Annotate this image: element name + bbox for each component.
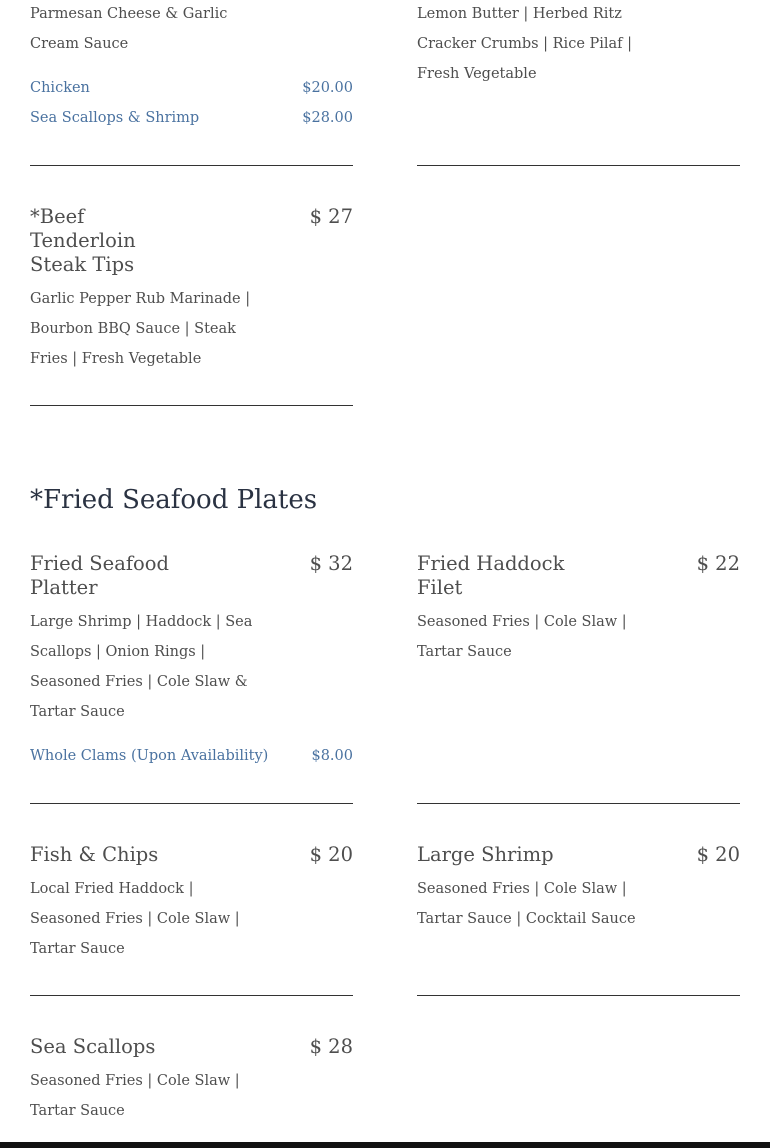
divider bbox=[30, 995, 353, 996]
description-line: Fresh Vegetable bbox=[417, 66, 537, 82]
section-title: *Fried Seafood Plates bbox=[30, 485, 318, 515]
item-description bbox=[30, 284, 360, 374]
item-description bbox=[417, 874, 747, 934]
item-price: $ 20 bbox=[309, 843, 353, 866]
item-description bbox=[30, 1066, 360, 1126]
description-line: Cracker Crumbs | Rice Pilaf | bbox=[417, 36, 633, 52]
item-price: $ 32 bbox=[309, 552, 353, 575]
addon-whole-clams-link[interactable]: Whole Clams (Upon Availability) bbox=[30, 748, 269, 764]
item-name-sea-scallops: Sea Scallops bbox=[30, 1035, 156, 1058]
description-line: Fries | Fresh Vegetable bbox=[30, 351, 202, 367]
description-line: Seasoned Fries | Cole Slaw | bbox=[30, 1073, 240, 1089]
description-line: Seasoned Fries | Cole Slaw | bbox=[417, 614, 627, 630]
description-line: Seasoned Fries | Cole Slaw | bbox=[30, 911, 240, 927]
divider bbox=[30, 803, 353, 804]
item-name-haddock-filet bbox=[417, 552, 564, 600]
item-price: $ 20 bbox=[696, 843, 740, 866]
bottom-bar bbox=[0, 1142, 770, 1148]
divider bbox=[417, 165, 740, 166]
description-line: Large Shrimp | Haddock | Sea bbox=[30, 614, 253, 630]
item-price: $ 28 bbox=[309, 1035, 353, 1058]
description-line: Tartar Sauce bbox=[417, 644, 512, 660]
addon-chicken-price: $20.00 bbox=[302, 80, 353, 96]
addon-scallops-shrimp-link[interactable]: Sea Scallops & Shrimp bbox=[30, 110, 200, 126]
divider bbox=[417, 995, 740, 996]
name-line: Platter bbox=[30, 576, 98, 599]
name-line: Fried Haddock bbox=[417, 552, 565, 575]
item-description bbox=[417, 0, 747, 89]
item-name-fish-chips: Fish & Chips bbox=[30, 843, 159, 866]
name-line: Fried Seafood bbox=[30, 552, 170, 575]
description-line: Tartar Sauce bbox=[30, 704, 125, 720]
description-line: Tartar Sauce | Cocktail Sauce bbox=[417, 911, 636, 927]
name-line: Steak Tips bbox=[30, 253, 135, 276]
description-line: Local Fried Haddock | bbox=[30, 881, 194, 897]
item-price: $ 27 bbox=[309, 205, 353, 228]
item-description bbox=[30, 0, 360, 59]
description-line: Tartar Sauce bbox=[30, 1103, 125, 1119]
item-name-beef-tips bbox=[30, 205, 136, 277]
addon-chicken-link[interactable]: Chicken bbox=[30, 80, 90, 96]
description-line: Scallops | Onion Rings | bbox=[30, 644, 206, 660]
item-name-large-shrimp: Large Shrimp bbox=[417, 843, 554, 866]
item-description bbox=[417, 607, 747, 667]
description-line: Tartar Sauce bbox=[30, 941, 125, 957]
item-price: $ 22 bbox=[696, 552, 740, 575]
description-line: Seasoned Fries | Cole Slaw | bbox=[417, 881, 627, 897]
description-line: Seasoned Fries | Cole Slaw & bbox=[30, 674, 248, 690]
addon-whole-clams-price: $8.00 bbox=[311, 748, 353, 764]
name-line: *Beef bbox=[30, 205, 85, 228]
description-line: Bourbon BBQ Sauce | Steak bbox=[30, 321, 236, 337]
item-description bbox=[30, 874, 360, 964]
addon-scallops-shrimp-price: $28.00 bbox=[302, 110, 353, 126]
name-line: Filet bbox=[417, 576, 463, 599]
description-line: Garlic Pepper Rub Marinade | bbox=[30, 291, 251, 307]
item-description bbox=[30, 607, 360, 727]
divider bbox=[417, 803, 740, 804]
item-name-seafood-platter bbox=[30, 552, 169, 600]
divider bbox=[30, 165, 353, 166]
description-line: Cream Sauce bbox=[30, 36, 129, 52]
divider bbox=[30, 405, 353, 406]
name-line: Tenderloin bbox=[30, 229, 136, 252]
description-line: Parmesan Cheese & Garlic bbox=[30, 6, 228, 22]
description-line: Lemon Butter | Herbed Ritz bbox=[417, 6, 622, 22]
